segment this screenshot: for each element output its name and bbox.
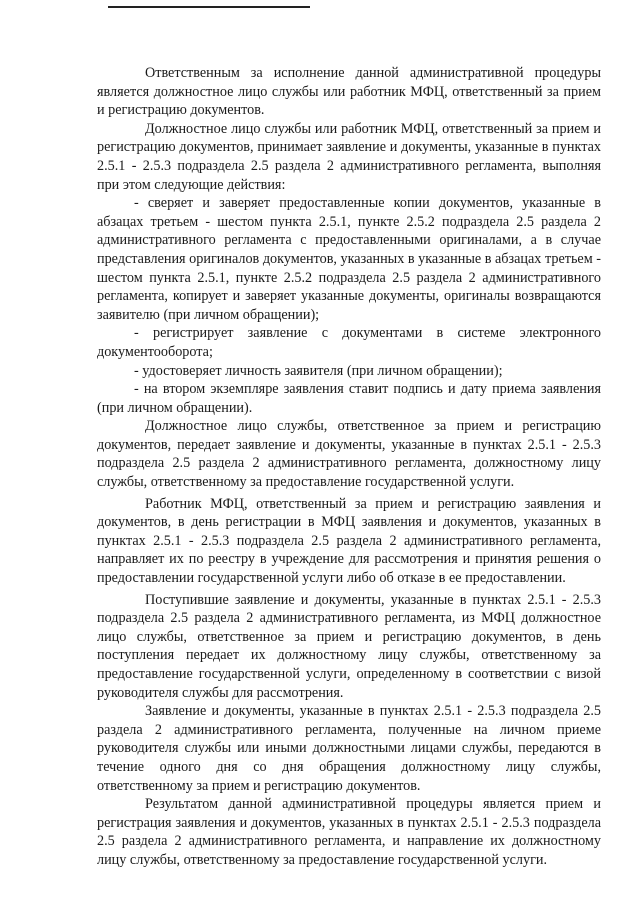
paragraph-received-from-mfc: Поступившие заявление и документы, указанные в пунктах 2.5.1 - 2.5.3 подраздела 2.5 раздела 2 административного регламента, из МФЦ должностное лицо службы, ответственное за прием и регистрацию документов, в день поступления передает их должностному лицу службы, ответственному за предоставление государственной услуги, определенному в соответствии с визой руководителя службы для рассмотрения. [97,591,601,701]
paragraph-mfc-worker: Работник МФЦ, ответственный за прием и регистрацию заявления и документов, в день регистрации в МФЦ заявления и документов, указанных в пунктах 2.5.1 - 2.5.3 подраздела 2.5 раздела 2 административного регламента, направляет их по реестру в учреждение для рассмотрения и принятия решения о предоставлении государственной услуги либо об отказе в ее предоставлении. [97,495,601,587]
paragraph-personal-reception: Заявление и документы, указанные в пунктах 2.5.1 - 2.5.3 подраздела 2.5 раздела 2 административного регламента, полученные на личном приеме руководителя службы или иными должностными лицами службы, передаются в течение одного дня со дня обращения должностному лицу службы, ответственному за прием и регистрацию документов. [97,703,601,794]
paragraph-transfer-to-official: Должностное лицо службы, ответственное за прием и регистрацию документов, передает заявление и документы, указанные в пунктах 2.5.1 - 2.5.3 подраздела 2.5 раздела 2 административного регламента, должностному лицу службы, ответственному за предоставление государственной услуги. [97,418,601,491]
paragraph-responsible: Ответственным за исполнение данной административной процедуры является должностное лицо службы или работник МФЦ, ответственный за прием и регистрацию документов. [97,65,601,119]
list-item-sign-copy: - на втором экземпляре заявления ставит подпись и дату приема заявления (при личном обращении). [97,381,601,416]
list-item-register: - регистрирует заявление с документами в системе электронного документооборота; [97,325,601,360]
top-rule [108,6,310,8]
list-item-identify: - удостоверяет личность заявителя (при личном обращении); [134,362,503,379]
paragraph-result: Результатом данной административной процедуры является прием и регистрация заявления и документов, указанных в пунктах 2.5.1 - 2.5.3 подраздела 2.5 раздела 2 административного регламента, и направление их должностному лицу службы, ответственному за предоставление государственной услуги. [97,796,601,868]
paragraph-accepts-application: Должностное лицо службы или работник МФЦ, ответственный за прием и регистрацию документов, принимает заявление и документы, указанные в пунктах 2.5.1 - 2.5.3 подраздела 2.5 раздела 2 административного регламента, выполняя при этом следующие действия: [97,120,601,193]
list-item-verify-copies: - сверяет и заверяет предоставленные копии документов, указанные в абзацах третьем - шестом пункта 2.5.1, пункте 2.5.2 подраздела 2.5 раздела 2 административного регламента с предоставленными оригиналами, а в случае представления оригиналов документов, указанных в указанные в абзацах третьем - шестом пункта 2.5.1, пункте 2.5.2 подраздела 2.5 раздела 2 административного регламента, копирует и заверяет указанные документы, оригиналы возвращаются заявителю (при личном обращении); [97,195,601,323]
document-body [97,64,601,870]
